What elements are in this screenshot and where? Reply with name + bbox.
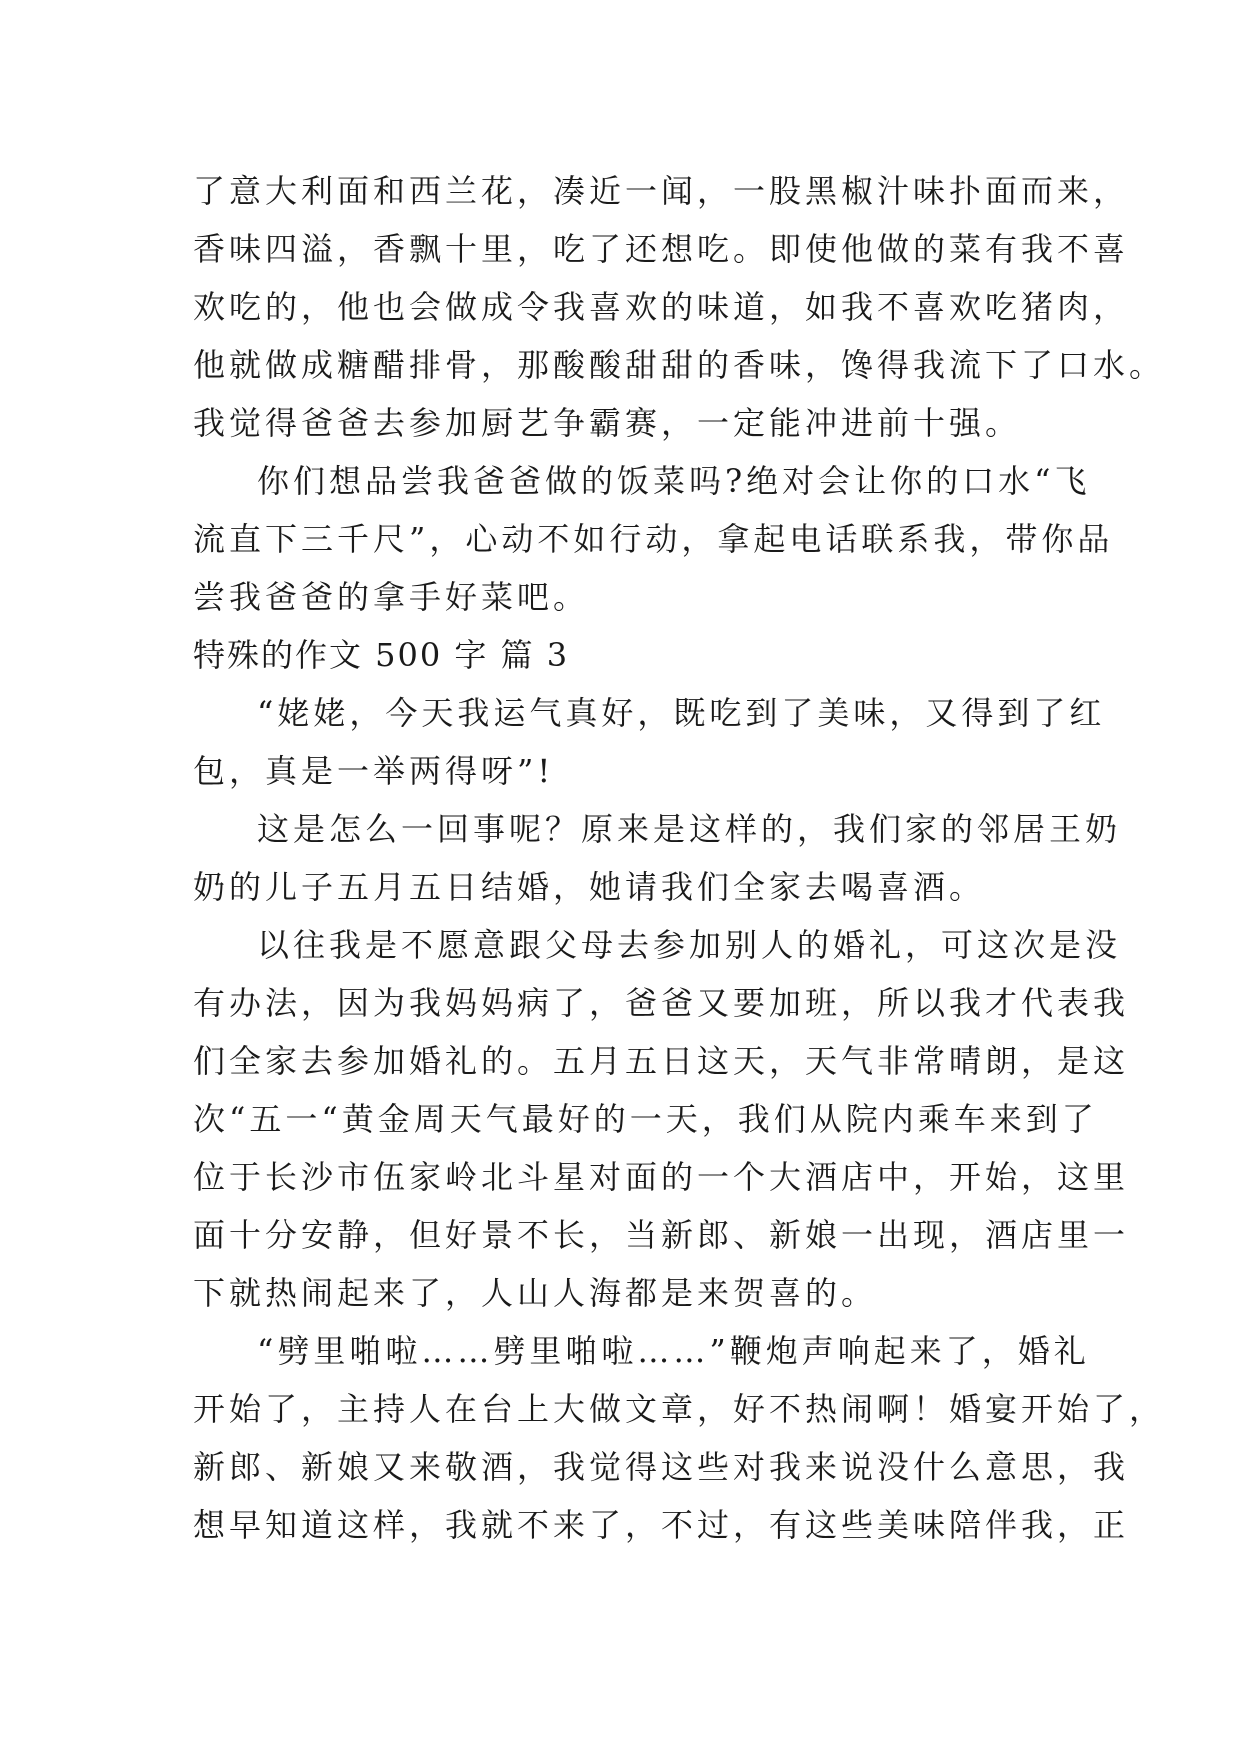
text-line: 你们想品尝我爸爸做的饭菜吗?绝对会让你的口水“飞 [257, 462, 1091, 500]
document-body [193, 162, 1166, 1554]
text-line: 们全家去参加婚礼的。五月五日这天，天气非常晴朗，是这 [193, 1042, 1130, 1080]
text-line: 流直下三千尺”，心动不如行动，拿起电话联系我，带你品 [193, 520, 1114, 558]
text-line: 奶的儿子五月五日结婚，她请我们全家去喝喜酒。 [193, 868, 986, 906]
text-line: 尝我爸爸的拿手好菜吧。 [193, 578, 590, 616]
text-line: 了意大利面和西兰花，凑近一闻，一股黑椒汁味扑面而来， [193, 172, 1130, 210]
text-line: 面十分安静，但好景不长，当新郎、新娘一出现，酒店里一 [193, 1216, 1130, 1254]
text-line: 次“五一“黄金周天气最好的一天，我们从院内乘车来到了 [193, 1100, 1098, 1138]
text-line: 下就热闹起来了，人山人海都是来贺喜的。 [193, 1274, 878, 1312]
text-line: 想早知道这样，我就不来了，不过，有这些美味陪伴我，正 [193, 1506, 1130, 1544]
section-heading: 特殊的作文 500 字 篇 3 [193, 636, 570, 674]
text-line: 包，真是一举两得呀”! [193, 752, 555, 790]
text-line: 香味四溢，香飘十里，吃了还想吃。即使他做的菜有我不喜 [193, 230, 1130, 268]
text-line: 以往我是不愿意跟父母去参加别人的婚礼，可这次是没 [257, 926, 1122, 964]
text-line: 开始了，主持人在台上大做文章，好不热闹啊！婚宴开始了， [193, 1390, 1166, 1428]
text-line: 这是怎么一回事呢？原来是这样的，我们家的邻居王奶 [257, 810, 1122, 848]
text-line: “姥姥，今天我运气真好，既吃到了美味，又得到了红 [257, 694, 1106, 732]
text-line: 我觉得爸爸去参加厨艺争霸赛，一定能冲进前十强。 [193, 404, 1022, 442]
text-line: 欢吃的，他也会做成令我喜欢的味道，如我不喜欢吃猪肉， [193, 288, 1130, 326]
text-line: 他就做成糖醋排骨，那酸酸甜甜的香味，馋得我流下了口水。 [193, 346, 1166, 384]
text-line: 新郎、新娘又来敬酒，我觉得这些对我来说没什么意思，我 [193, 1448, 1130, 1486]
text-line: 位于长沙市伍家岭北斗星对面的一个大酒店中，开始，这里 [193, 1158, 1130, 1196]
text-line: 有办法，因为我妈妈病了，爸爸又要加班，所以我才代表我 [193, 984, 1130, 1022]
text-line: “劈里啪啦……劈里啪啦……”鞭炮声响起来了，婚礼 [257, 1332, 1090, 1370]
